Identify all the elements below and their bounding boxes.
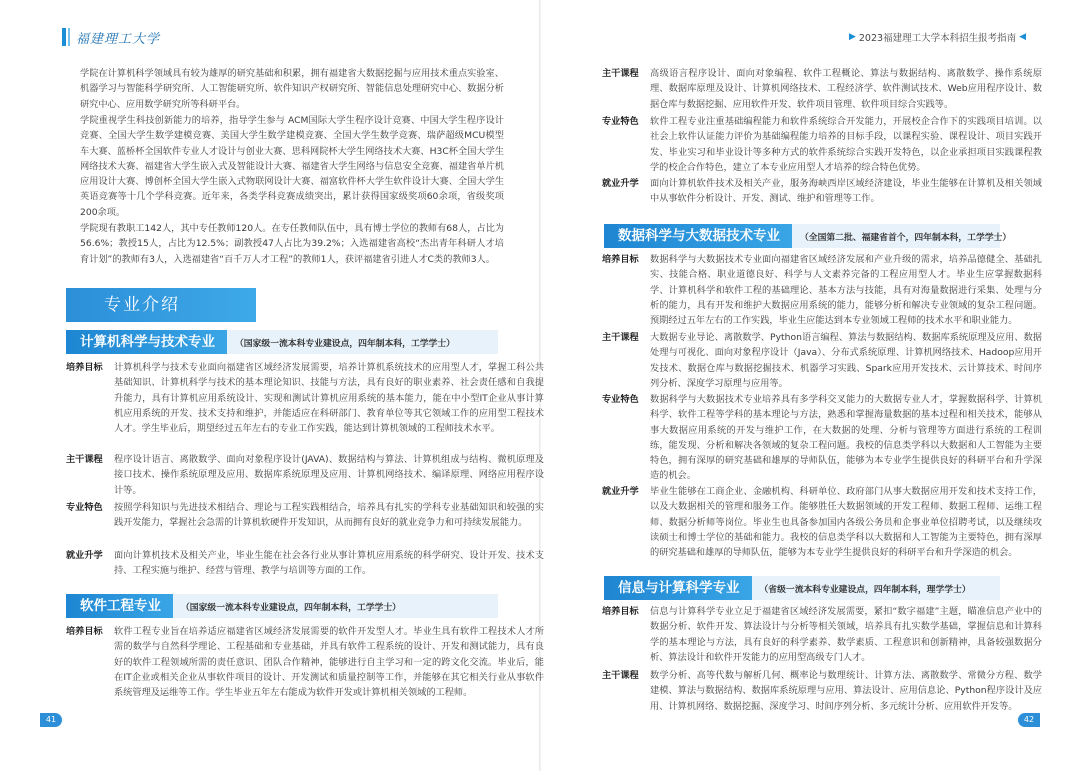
major-header-software-engineering [66, 594, 498, 618]
major-item [602, 114, 1042, 175]
item-text: 软件工程专业旨在培养适应福建省区域经济发展需要的软件开发型人才。毕业生具有软件工程技术人才所需的数学与自然科学理论、工程基础和专业基础，并具有软件工程系统的设计、开发和测试能力，具有良好的软件工程领域所需的责任意识、团队合作精神，能够进行自主学习和一定的跨文化交流。毕业后，能在IT企业或相关企业从事软件项目的设计、开发测试和质量控制等工作，并能够在其它相关行业从事软件系统管理及运维等工作。学生毕业五年左右能成为软件开发或计算机相关领域的工程师。 [114, 626, 544, 699]
major-name: 数据科学与大数据技术专业 [604, 224, 792, 248]
guide-title [849, 30, 1026, 44]
item-label: 培养目标 [66, 626, 103, 637]
major-item [602, 66, 1042, 112]
major-item [602, 252, 1042, 328]
item-text: 按照学科知识与先进技术相结合、理论与工程实践相结合，培养具有扎实的学科专业基础知识和较强的实践开发能力，掌握社会急需的计算机软硬件开发知识，从而拥有良好的就业竞争力和可持续发展能力。 [114, 502, 544, 529]
major-name: 软件工程专业 [66, 594, 173, 618]
section-title-banner: 专业介绍 [66, 288, 256, 322]
logo-bar-icon [62, 28, 66, 46]
item-label: 培养目标 [602, 606, 639, 617]
item-label: 就业升学 [602, 486, 639, 497]
major-name: 信息与计算科学专业 [604, 576, 752, 600]
item-text: 面向计算机软件技术及相关产业，服务海峡西岸区域经济建设，毕业生能够在计算机及相关领域中从事软件分析设计、开发、测试、维护和管理等工作。 [650, 178, 1042, 205]
major-note: （全国第二批、福建省首个，四年制本科，工学学士） [800, 232, 1012, 243]
major-note: （国家级一流本科专业建设点，四年制本科，工学学士） [235, 338, 455, 349]
item-label: 培养目标 [66, 362, 103, 373]
guide-right-mark-icon: ◀ [1019, 32, 1026, 42]
intro-paragraph-research: 学院在计算机科学领域具有较为雄厚的研究基础和积累，拥有福建省大数据挖掘与应用技术重点实验室、机器学习与智能科学研究所、人工智能研究所、软件知识产权研究所、智能信息处理研究中心、数据分析研究中心、应用数学研究所等科研平台。 [80, 68, 504, 110]
item-label: 专业特色 [602, 394, 639, 405]
logo-bar-accent-icon [68, 28, 70, 46]
major-item [66, 548, 544, 579]
page-number-left: 41 [40, 713, 62, 727]
major-header-computer-science [66, 330, 498, 354]
intro-paragraph-competitions: 学院重视学生科技创新能力的培养，指导学生参与 ACM国际大学生程序设计竞赛、中国大学生程序设计竞赛、全国大学生数学建模竞赛、美国大学生数学建模竞赛、全国大学生数学竞赛、瑞萨超级MCU模型车大赛、蓝桥杯全国软件专业人才设计与创业大赛、思科网院杯大学生网络技术大赛、H3C杯全国大学生网络技术大赛、福建省大学生嵌入式及智能设计大赛、福建省大学生网络与信息安全竞赛、福建省单片机应用设计大赛、博创杯全国大学生嵌入式物联网设计大赛、福富软件杯大学生软件设计大赛、全国大学生英语竞赛等十几个学科竞赛。近年来，各类学科竞赛成绩突出，累计获得国家级奖项60余项，省级奖项200余项。 [80, 115, 504, 218]
major-item [602, 330, 1042, 391]
item-text: 数据科学与大数据技术专业面向福建省区域经济发展和产业升级的需求，培养品德健全、基础扎实、技能合格、职业道德良好、科学与人文素养完备的工程应用型人才。毕业生应掌握数据科学、计算机科学和软件工程的基础理论、基本方法与技能，具有对海量数据进行采集、处理与分析的能力，具有开发和维护大数据应用系统的能力，能够分析和解决专业领域的复杂工程问题。预期经过五年左右的工作实践，毕业生应能达到本专业领域工程师的技术水平和职业能力。 [650, 254, 1042, 327]
item-text: 信息与计算科学专业立足于福建省区域经济发展需要，紧扣“数字福建”主题，瞄准信息产业中的数据分析、软件开发、算法设计与分析等相关领域，培养具有扎实数学基础，掌握信息和计算科学的基本理论与方法，具有良好的科学素养、数学素质、工程意识和创新精神，具备较强数据分析、算法设计和软件开发能力的应用型高级专门人才。 [650, 606, 1042, 663]
item-text: 数学分析、高等代数与解析几何、概率论与数理统计、计算方法、离散数学、常微分方程、数学建模、算法与数据结构、数据库系统原理与应用、算法设计、应用信息论、Python程序设计及应用、计算机网络、数据挖掘、深度学习、时间序列分析、多元统计分析、应用软件开发等。 [650, 670, 1042, 712]
guide-title-text: 2023福建理工大学本科招生报考指南 [858, 33, 1017, 44]
item-text: 毕业生能够在工商企业、金融机构、科研单位、政府部门从事大数据应用开发和技术支持工作，以及大数据相关的管理和服务工作。能够胜任大数据领域的开发工程师、数据工程师、运维工程师、数据分析师等岗位。毕业生也具备参加国内各级公务员和企事业单位招聘考试，以及继续攻读硕士和博士学位的基础和能力。我校的信息类学科以大数据和人工智能为主要特色，拥有深厚的研究基础和雄厚的导师队伍，能够为本专业学生提供良好的科研平台和升学深造的机会。 [650, 486, 1042, 559]
item-text: 计算机科学与技术专业面向福建省区域经济发展需要，培养计算机系统技术的应用型人才，掌握工科公共基础知识、计算机科学与技术的基本理论知识、技能与方法，具有良好的职业素养、社会责任感和自我提升能力，具有计算机应用系统设计、实现和测试计算机应用系统的基本能力，能在中小型IT企业从事计算机应用系统的开发、技术支持和维护，并能适应在科研部门、教育单位等其它领域工作的应用型工程技术人才。学生毕业后，期望经过五年左右的专业工作实践，能达到计算机领域的工程师技术水平。 [114, 362, 544, 435]
item-label: 专业特色 [602, 116, 639, 127]
major-item [602, 484, 1042, 560]
major-note: （省级一流本科专业建设点，四年制本科，理学学士） [759, 584, 971, 595]
item-text: 高级语言程序设计、面向对象编程、软件工程概论、算法与数据结构、离散数学、操作系统原理、数据库原理及设计、计算机网络技术、工程经济学、软件测试技术、Web应用程序设计、数据仓库与数据挖掘、应用软件开发、软件项目管理、软件项目综合实践等。 [650, 68, 1042, 110]
major-name: 计算机科学与技术专业 [66, 330, 227, 354]
page-number-right: 42 [1018, 713, 1040, 727]
major-header-data-science [604, 224, 1012, 248]
major-item [602, 392, 1042, 484]
major-header-information-computing [604, 576, 1000, 600]
item-label: 主干课程 [602, 332, 639, 343]
item-text: 面向计算机技术及相关产业，毕业生能在社会各行业从事计算机应用系统的科学研究、设计开发、技术支持、工程实施与维护、经营与管理、教学与培训等方面的工作。 [114, 550, 544, 577]
university-logo [62, 28, 160, 46]
item-text: 软件工程专业注重基础编程能力和软件系统综合开发能力，开展校企合作下的实践项目培训。以社会上软件认证能力评价为基础编程能力培养的目标手段，以课程实验、课程设计、项目实践开发、毕业实习和毕业设计等多种方式的软件系统综合实践开发特色，以企业承担项目实践课程教学的校企合作特色，建立了本专业应用型人才培养的综合特色优势。 [650, 116, 1042, 173]
major-item [66, 452, 544, 498]
major-note: （国家级一流本科专业建设点，四年制本科，工学学士） [181, 602, 401, 613]
major-item [66, 624, 544, 700]
guide-left-mark-icon: ▶ [848, 32, 856, 42]
intro-paragraph-faculty: 学院现有教职工142人，其中专任教师120人。在专任教师队伍中，具有博士学位的教师有68人，占比为56.6%；教授15人，占比为12.5%；副教授47人占比为39.2%；入选福建省高校“杰出青年科研人才培育计划”的教师有3人，入选福建省“百千万人才工程”的教师1人，获评福建省引进人才C类的教师3人。 [80, 223, 504, 265]
major-item [66, 360, 544, 436]
item-text: 大数据专业导论、离散数学、Python语言编程、算法与数据结构、数据库系统原理及应用、数据处理与可视化、面向对象程序设计（Java）、分布式系统原理、计算机网络技术、Hadoop应用开发技术、数据仓库与数据挖掘技术、机器学习实践、Spark应用开发技术、云计算技术、时间序列分析、深度学习原理与应用等。 [650, 332, 1042, 389]
item-label: 就业升学 [602, 178, 639, 189]
item-text: 数据科学与大数据技术专业培养具有多学科交叉能力的大数据专业人才，掌握数据科学、计算机科学、软件工程等学科的基本理论与方法，熟悉和掌握海量数据的基本过程和相关技术，能够从事大数据应用系统的开发与维护工作，在大数据的处理、分析与管理等方面进行系统的工程训练，能发现、分析和解决各领域的复杂工程问题。我校的信息类学科以大数据和人工智能为主要特色，拥有深厚的研究基础和雄厚的导师队伍，能够为本专业学生提供良好的科研平台和升学深造的机会。 [650, 394, 1042, 482]
major-item [602, 668, 1042, 714]
item-label: 专业特色 [66, 502, 103, 513]
item-label: 就业升学 [66, 550, 103, 561]
major-item [602, 604, 1042, 665]
item-text: 程序设计语言、离散数学、面向对象程序设计(JAVA)、数据结构与算法、计算机组成与结构、微机原理及接口技术、操作系统原理及应用、数据库系统原理及应用、计算机网络技术、编译原理、网络应用程序设计等。 [114, 454, 544, 496]
item-label: 培养目标 [602, 254, 639, 265]
item-label: 主干课程 [602, 670, 639, 681]
item-label: 主干课程 [66, 454, 103, 465]
item-label: 主干课程 [602, 68, 639, 79]
major-item [66, 500, 544, 531]
major-item [602, 176, 1042, 207]
logo-text: 福建理工大学 [76, 31, 161, 47]
